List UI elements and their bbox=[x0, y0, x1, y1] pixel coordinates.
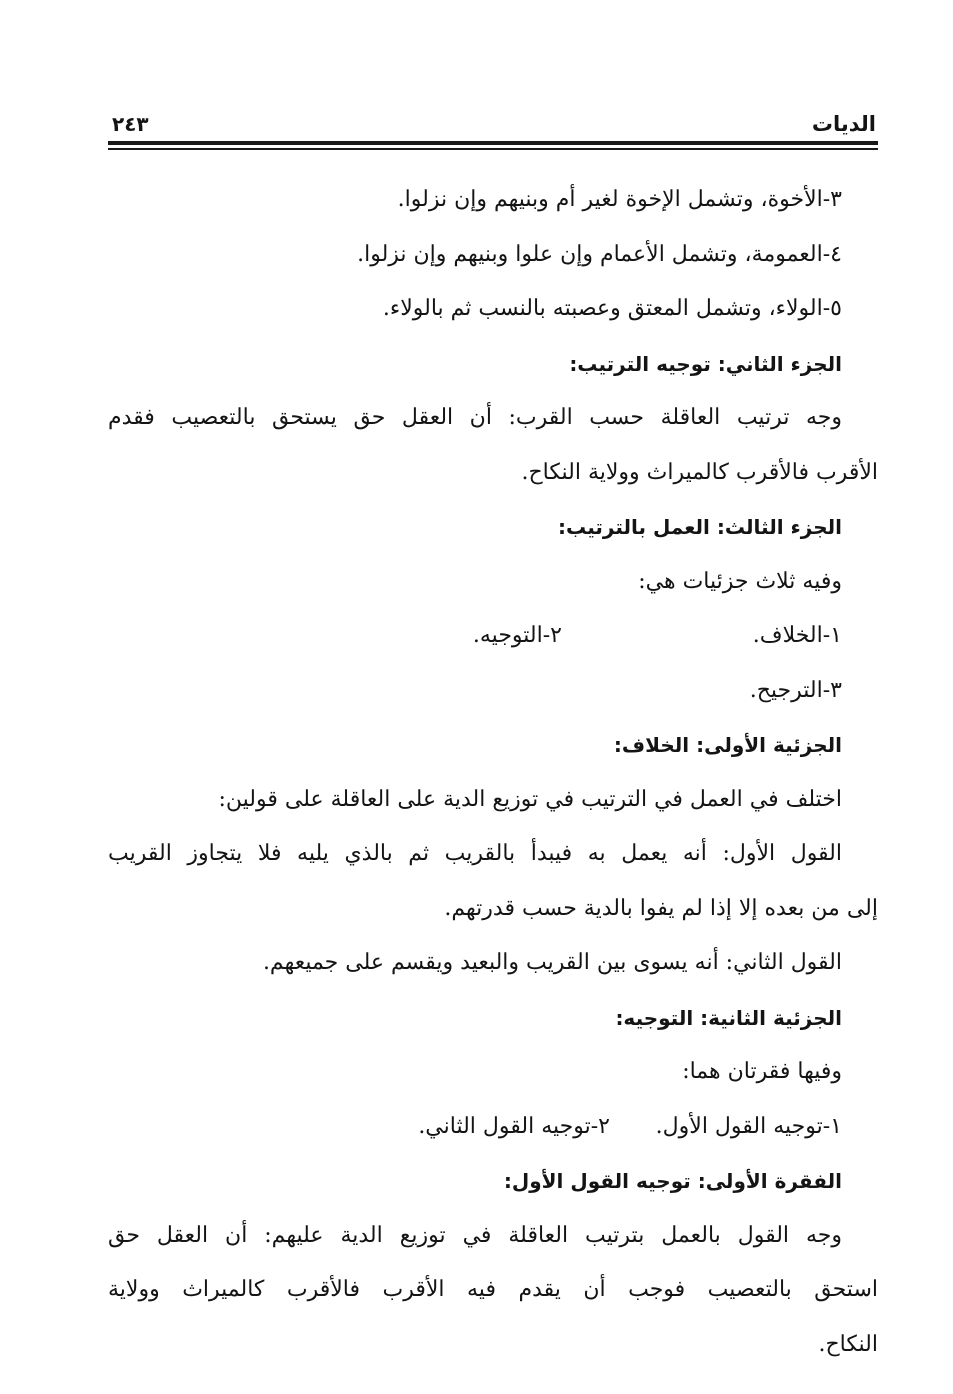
list-item: ١-الخلاف. bbox=[752, 623, 842, 648]
chapter-title: الديات bbox=[811, 112, 876, 136]
list-item: ٢-التوجيه. bbox=[472, 623, 562, 648]
section-heading: الجزئية الأولى: الخلاف: bbox=[613, 733, 842, 757]
paragraph-line: القول الثاني: أنه يسوى بين القريب والبعيد ويقسم على جميعهم. bbox=[262, 950, 842, 975]
header-rule-thick bbox=[108, 141, 878, 145]
page-body bbox=[108, 174, 878, 1373]
page-header bbox=[108, 108, 878, 144]
paragraph-line: النكاح. bbox=[818, 1331, 878, 1357]
paragraph-line: وجه القول بالعمل بترتيب العاقلة في توزيع الدية عليهم: أن العقل حق bbox=[108, 1222, 842, 1248]
page-number: ٢٤٣ bbox=[112, 112, 149, 136]
list-item: ٣-الترجيح. bbox=[749, 677, 842, 703]
paragraph-line: اختلف في العمل في الترتيب في توزيع الدية على العاقلة على قولين: bbox=[218, 786, 842, 812]
paragraph-line: وفيها فقرتان هما: bbox=[682, 1059, 842, 1084]
paragraph-line: استحق بالتعصيب فوجب أن يقدم فيه الأقرب فالأقرب كالميراث وولاية bbox=[108, 1277, 878, 1302]
list-item: ٣-الأخوة، وتشمل الإخوة لغير أم وبنيهم وإن نزلوا. bbox=[397, 187, 842, 212]
paragraph-line: إلى من بعده إلا إذا لم يفوا بالدية حسب قدرتهم. bbox=[444, 895, 878, 921]
section-heading: الجزء الثاني: توجيه الترتيب: bbox=[569, 351, 842, 376]
list-item: ١-توجيه القول الأول. bbox=[655, 1113, 842, 1139]
paragraph-line: وفيه ثلاث جزئيات هي: bbox=[638, 568, 842, 594]
list-row bbox=[108, 610, 878, 665]
section-heading: الجزئية الثانية: التوجيه: bbox=[615, 1005, 842, 1030]
paragraph-line: القول الأول: أنه يعمل به فيبدأ بالقريب ثم بالذي يليه فلا يتجاوز القريب bbox=[108, 841, 842, 866]
section-heading: الجزء الثالث: العمل بالترتيب: bbox=[558, 515, 842, 539]
list-item: ٤-العمومة، وتشمل الأعمام وإن علوا وبنيهم وإن نزلوا. bbox=[357, 241, 842, 267]
list-item: ٥-الولاء، وتشمل المعتق وعصبته بالنسب ثم بالولاء. bbox=[382, 296, 842, 321]
paragraph-line: وجه ترتيب العاقلة حسب القرب: أن العقل حق يستحق بالتعصيب فقدم bbox=[108, 405, 842, 430]
section-heading: الفقرة الأولى: توجيه القول الأول: bbox=[503, 1169, 842, 1193]
header-rule-thin bbox=[108, 148, 878, 150]
list-row bbox=[108, 1101, 878, 1156]
paragraph-line: الأقرب فالأقرب كالميراث وولاية النكاح. bbox=[521, 459, 878, 485]
list-item: ٢-توجيه القول الثاني. bbox=[418, 1113, 610, 1139]
